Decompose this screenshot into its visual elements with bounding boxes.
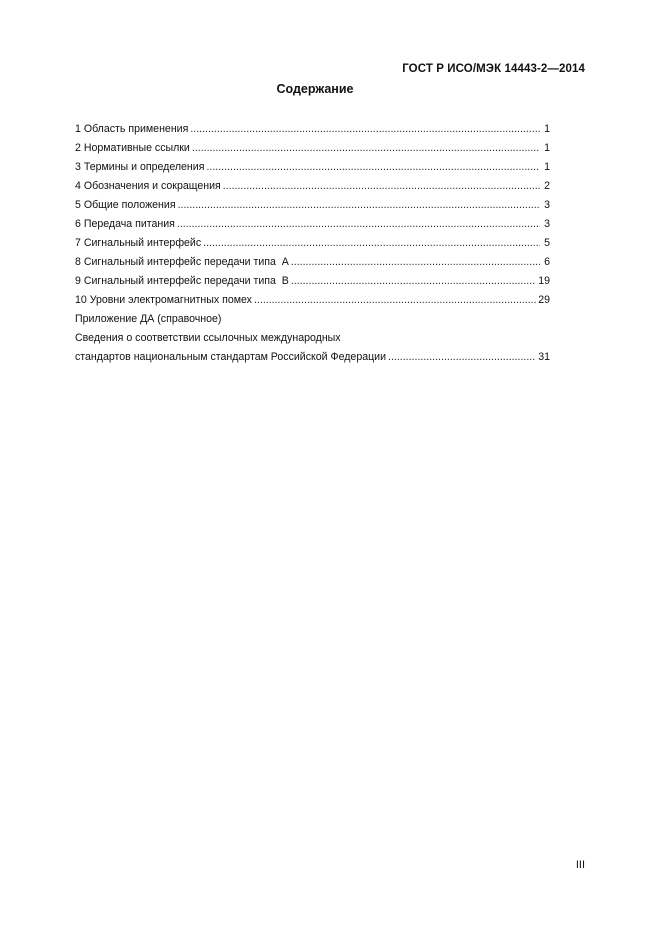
- toc-entry-label: 7 Сигнальный интерфейс: [75, 237, 202, 249]
- toc-entry-label: 4 Обозначения и сокращения: [75, 180, 221, 192]
- toc-leader-dots: [192, 139, 540, 158]
- toc-appendix-title[interactable]: Приложение ДА (справочное): [75, 313, 222, 325]
- toc-entry-label: 2 Нормативные ссылки: [75, 142, 190, 154]
- toc-entry-page: 3: [544, 218, 550, 230]
- toc-leader-dots: [291, 253, 540, 272]
- toc-entry-page: 2: [544, 180, 550, 192]
- toc-entry-label: 6 Передача питания: [75, 218, 175, 230]
- toc-appendix-line[interactable]: Сведения о соответствии ссылочных международных: [75, 332, 341, 344]
- toc-leader-dots: [223, 177, 540, 196]
- toc-leader-dots: [178, 196, 540, 215]
- toc-entry-label: 10 Уровни электромагнитных помех: [75, 294, 252, 306]
- toc-entry-label: 3 Термины и определения: [75, 161, 205, 173]
- toc-entry-page: 1: [544, 123, 550, 135]
- toc-leader-dots: [254, 291, 536, 310]
- toc-leader-dots: [206, 158, 540, 177]
- toc-leader-dots: [177, 215, 540, 234]
- toc-entry-page: 6: [544, 256, 550, 268]
- toc-entry[interactable]: [75, 291, 550, 310]
- toc-entry-page: 3: [544, 199, 550, 211]
- toc-entry-label: 1 Область применения: [75, 123, 189, 135]
- table-of-contents: [75, 120, 550, 367]
- toc-entry[interactable]: [75, 120, 550, 139]
- toc-entry-page: 1: [544, 161, 550, 173]
- document-code: ГОСТ Р ИСО/МЭК 14443-2—2014: [402, 63, 585, 75]
- toc-entry[interactable]: [75, 215, 550, 234]
- toc-entry-page: 5: [544, 237, 550, 249]
- toc-entry[interactable]: [75, 253, 550, 272]
- toc-title: Содержание: [276, 82, 354, 96]
- toc-leader-dots: [291, 272, 536, 291]
- toc-entry-page: 29: [538, 294, 550, 306]
- page-number: III: [575, 859, 585, 871]
- toc-entry[interactable]: [75, 177, 550, 196]
- toc-entry[interactable]: [75, 272, 550, 291]
- toc-entry-page: 19: [538, 275, 550, 287]
- toc-entry-label: 5 Общие положения: [75, 199, 176, 211]
- toc-entry-page: 31: [538, 351, 550, 363]
- toc-entry-label: стандартов национальным стандартам Российской Федерации: [75, 351, 387, 363]
- toc-entry[interactable]: [75, 348, 550, 367]
- toc-leader-dots: [190, 120, 540, 139]
- toc-leader-dots: [203, 234, 540, 253]
- toc-entry-page: 1: [544, 142, 550, 154]
- toc-entry[interactable]: [75, 234, 550, 253]
- toc-entry[interactable]: [75, 158, 550, 177]
- toc-leader-dots: [388, 348, 536, 367]
- toc-entry[interactable]: [75, 196, 550, 215]
- toc-entry-label: 8 Сигнальный интерфейс передачи типа А: [75, 256, 289, 268]
- toc-entry[interactable]: [75, 139, 550, 158]
- toc-entry-label: 9 Сигнальный интерфейс передачи типа В: [75, 275, 289, 287]
